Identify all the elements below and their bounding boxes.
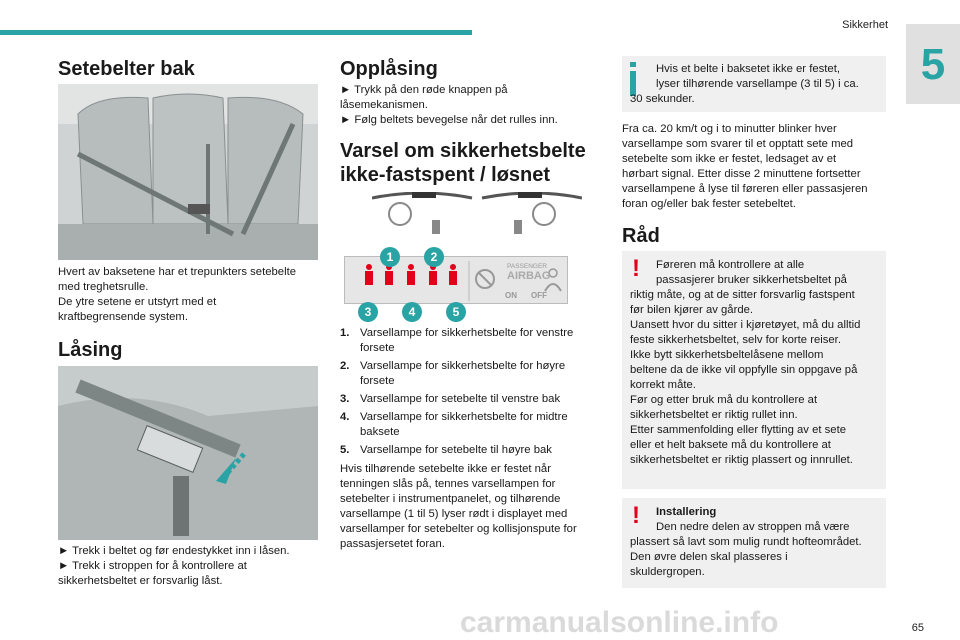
chapter-tab: [906, 24, 960, 104]
title-advice: Råd: [622, 225, 660, 247]
list-item: 3. Varsellampe for setebelte til venstre bak: [340, 393, 561, 405]
list-item: 4. Varsellampe for sikkerhetsbelte for midtre baksete: [340, 411, 568, 438]
info-line: Hvis et belte i baksetet ikke er festet,: [656, 63, 840, 75]
title-seatbelt-warning: Varsel om sikkerhetsbelte ikke-fastspent / løsnet: [340, 140, 586, 186]
on-label: ON: [505, 291, 517, 300]
rear-seatbelt-text: Hvert av baksetene har et trepunkters setebelte med treghetsrulle. De ytre setene er utstyrt med et kraftbegrensende system.: [58, 266, 296, 323]
off-label: OFF: [531, 291, 547, 300]
header-accent-bar: [0, 30, 472, 35]
badge-2: 2: [424, 247, 444, 267]
info-icon: [629, 62, 637, 96]
info-box: [622, 56, 886, 112]
list-item: 2. Varsellampe for sikkerhetsbelte for høyre forsete: [340, 360, 566, 387]
watermark: carmanualsonline.info: [460, 606, 779, 639]
airbag-label: AIRBAG: [507, 270, 551, 282]
installation-body: plassert så lavt som mulig rundt hofteområdet. Den øvre delen skal plasseres i skuldergropen.: [630, 536, 862, 578]
warning-line: passasjerer bruker sikkerhetsbeltet på: [656, 274, 847, 286]
buckle-illustration: [58, 366, 318, 540]
info-line: lyser tilhørende varsellampe (3 til 5) i ca.: [656, 78, 859, 90]
badge-5: 5: [446, 302, 466, 322]
dashboard-thumbnails: [372, 192, 582, 238]
badge-3: 3: [358, 302, 378, 322]
installation-title: Installering: [656, 506, 717, 518]
warning-line: Føreren må kontrollere at alle: [656, 259, 805, 271]
warning-box-installation: [622, 498, 886, 588]
warning-box-advice: [622, 251, 886, 489]
warning-exclamation-icon: !: [632, 255, 640, 282]
badge-1: 1: [380, 247, 400, 267]
chapter-number: 5: [920, 40, 946, 89]
blinking-explanation: Fra ca. 20 km/t og i to minutter blinker hver varsellampe som svarer til et opptatt sete med setebelte som ikke er festet, ledsaget av et hørbart signal. Etter disse 2 minuttene fortsetter varsellampene å lyse til føreren eller passasjeren foran og/eller bak fester setebeltet.: [622, 123, 868, 210]
warning-explanation: Hvis tilhørende setebelte ikke er festet når tenningen slås på, tennes varsellampen for setebelter i instrumentpanelet, og tilhørende varsellampe (1 til 5) lyser rødt i displayet med varsellamper for setebelter og kollisjonspute for passasjersetet foran.: [340, 463, 577, 550]
warning-line: Den nedre delen av stroppen må være: [656, 521, 850, 533]
title-locking: Låsing: [58, 339, 123, 361]
unlocking-steps: ► Trykk på den røde knappen på låsemekanismen. ► Følg beltets bevegelse når det rulles inn.: [340, 84, 558, 126]
page-number: 65: [911, 622, 924, 634]
badge-4: 4: [402, 302, 422, 322]
list-item: 5. Varsellampe for setebelte til høyre bak: [340, 444, 552, 456]
locking-steps: ► Trekk i beltet og før endestykket inn i låsen. ► Trekk i stroppen for å kontrollere at sikkerhetsbeltet er forsvarlig låst.: [58, 545, 290, 587]
warning-body: riktig måte, og at de sitter forsvarlig fastspent før bilen kjører av gårde. Uansett hvor du sitter i kjøretøyet, må du alltid feste sikkerhetsbeltet, selv for korte reiser. Ikke bytt sikkerhetsbeltelåsene mellom beltene da de ikke vil oppfylle sin oppgave på korrekt måte. Før og etter bruk må du kontrollere at sikkerhetsbeltet er riktig rullet inn. Etter sammenfolding eller flytting av et sete eller et helt baksete må du kontrollere at sikkerhetsbeltet er riktig plassert og innrullet.: [630, 289, 861, 466]
rear-seat-illustration: [58, 84, 318, 260]
list-item: 1. Varsellampe for sikkerhetsbelte for venstre forsete: [340, 327, 574, 354]
title-rear-seatbelts: Setebelter bak: [58, 58, 195, 80]
passenger-label: PASSENGER: [507, 263, 547, 270]
warning-lamp-list: [340, 326, 602, 461]
warning-exclamation-icon: !: [632, 502, 640, 529]
info-line: 30 sekunder.: [630, 93, 695, 105]
warning-lamp-panel: [344, 256, 568, 304]
section-title: Sikkerhet: [842, 19, 888, 31]
title-unlocking: Opplåsing: [340, 58, 438, 80]
